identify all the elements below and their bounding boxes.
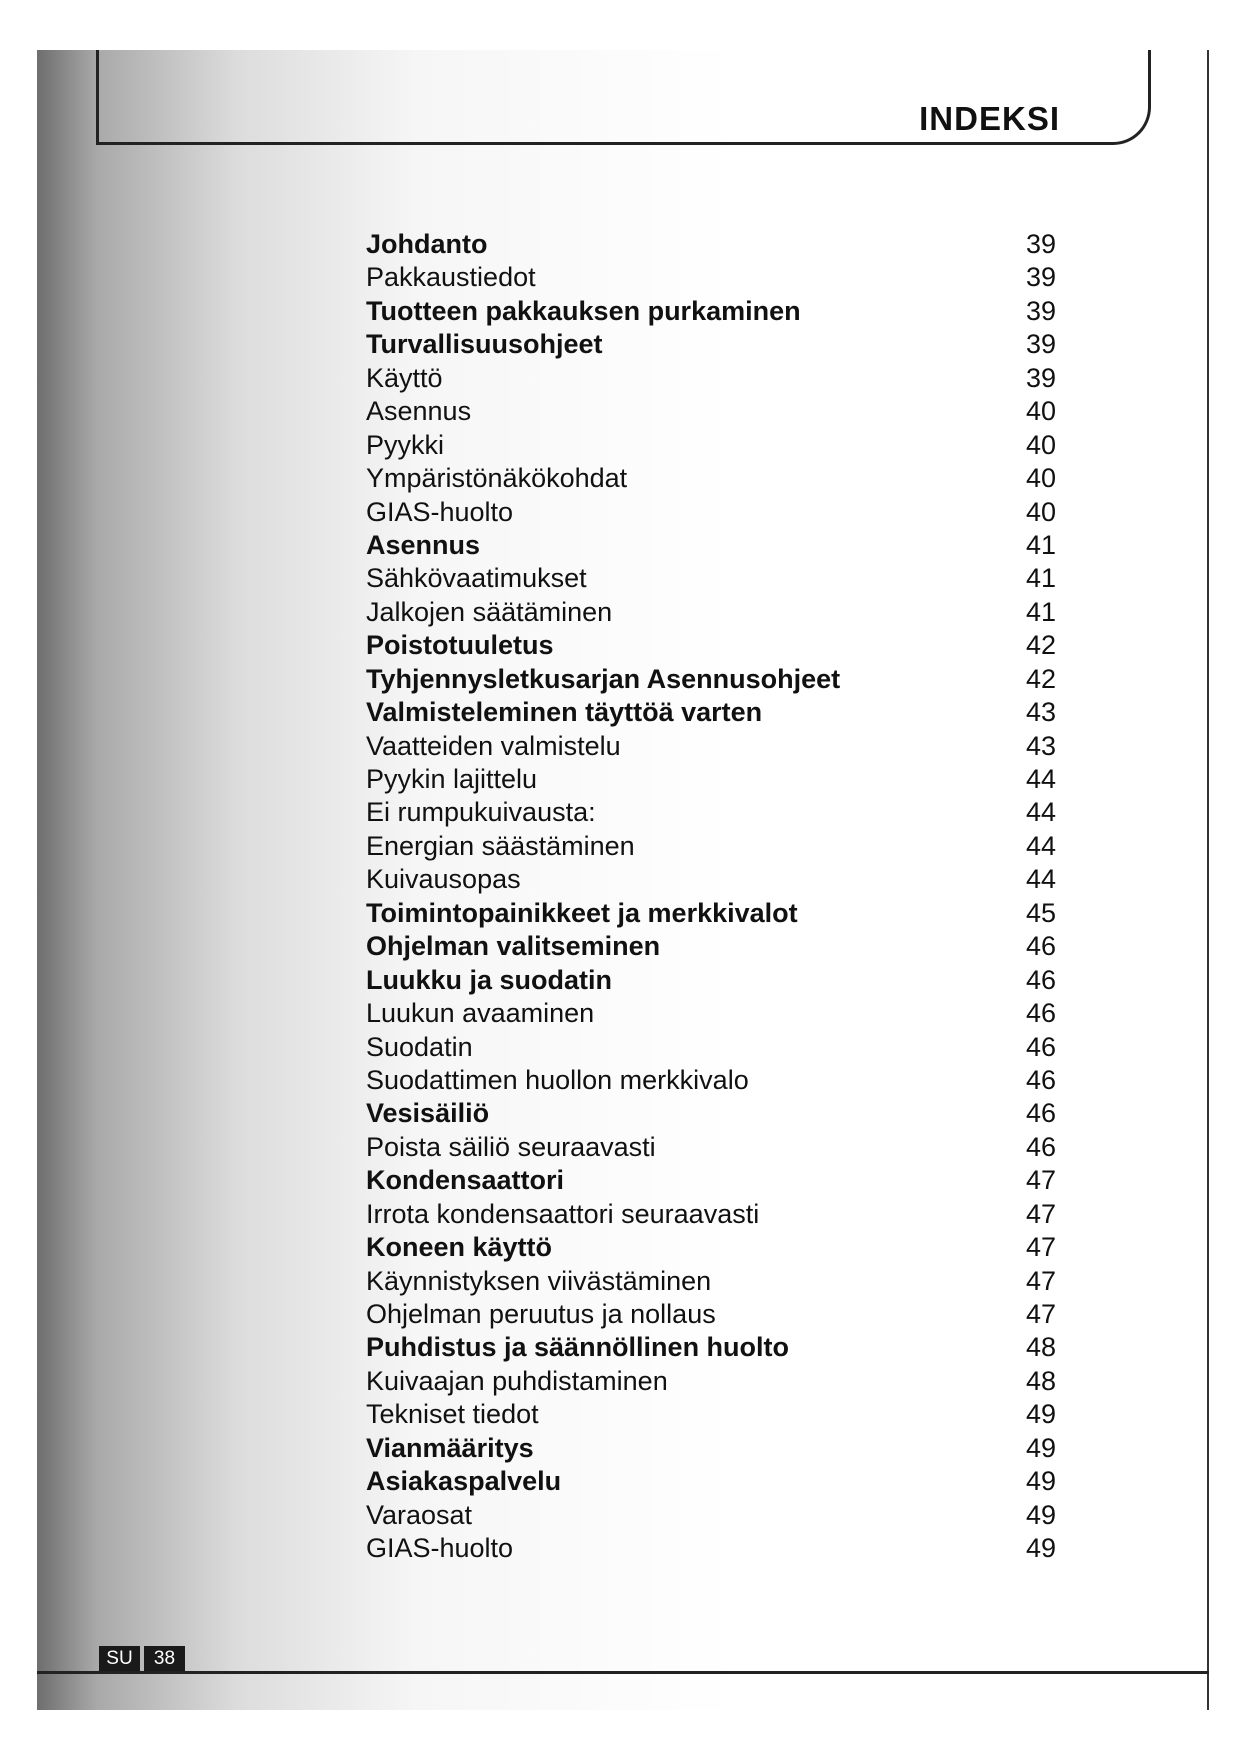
- toc-entry-page: 40: [1025, 396, 1056, 427]
- toc-entry-page: 47: [1025, 1165, 1056, 1196]
- toc-entry-label: Turvallisuusohjeet: [366, 329, 603, 360]
- toc-entry-label: Irrota kondensaattori seuraavasti: [366, 1198, 760, 1229]
- toc-entry-label: Käyttö: [366, 362, 443, 393]
- toc-entry[interactable]: [366, 1131, 1056, 1164]
- toc-entry-page: 44: [1025, 764, 1056, 794]
- toc-entry[interactable]: [366, 763, 1056, 796]
- toc-entry[interactable]: [366, 796, 1056, 829]
- toc-entry-page: 39: [1025, 295, 1056, 326]
- toc-entry[interactable]: [366, 1198, 1056, 1231]
- toc-entry[interactable]: [366, 1331, 1056, 1364]
- toc-entry-page: 40: [1025, 463, 1056, 494]
- toc-entry-label: Tuotteen pakkauksen purkaminen: [366, 295, 801, 326]
- toc-entry[interactable]: [366, 429, 1056, 462]
- toc-entry-label: Energian säästäminen: [366, 830, 635, 861]
- toc-entry[interactable]: [366, 696, 1056, 729]
- toc-entry-label: Vianmääritys: [366, 1432, 534, 1463]
- toc-entry-page: 40: [1025, 496, 1056, 527]
- toc-entry[interactable]: [366, 228, 1056, 261]
- toc-entry[interactable]: [366, 930, 1056, 963]
- toc-entry-page: 44: [1025, 864, 1056, 895]
- toc-entry-label: Asennus: [366, 396, 472, 427]
- right-margin-rule: [1207, 50, 1209, 1710]
- toc-entry-page: 44: [1025, 797, 1056, 828]
- toc-entry[interactable]: [366, 1231, 1056, 1264]
- toc-entry-page: 46: [1025, 1131, 1056, 1162]
- page-number-badge: 38: [144, 1646, 185, 1671]
- toc-entry-page: 40: [1025, 429, 1056, 460]
- toc-entry-label: Tekniset tiedot: [366, 1399, 539, 1430]
- toc-entry-label: Luukun avaaminen: [366, 998, 595, 1029]
- toc-entry-label: Kuivausopas: [366, 864, 521, 895]
- toc-entry-label: Puhdistus ja säännöllinen huolto: [366, 1332, 790, 1363]
- toc-entry[interactable]: [366, 663, 1056, 696]
- toc-entry[interactable]: [366, 897, 1056, 930]
- language-badge: SU: [99, 1646, 140, 1671]
- footer-rule: [37, 1671, 1209, 1674]
- toc-entry[interactable]: [366, 1432, 1056, 1465]
- toc-entry[interactable]: [366, 863, 1056, 896]
- toc-entry-label: Ohjelman valitseminen: [366, 931, 661, 962]
- toc-entry-label: Suodattimen huollon merkkivalo: [366, 1064, 749, 1095]
- toc-entry[interactable]: [366, 1465, 1056, 1498]
- toc-entry-page: 47: [1025, 1198, 1056, 1229]
- toc-entry-page: 47: [1025, 1265, 1056, 1296]
- toc-entry[interactable]: [366, 529, 1056, 562]
- toc-entry-page: 47: [1025, 1299, 1056, 1329]
- toc-entry[interactable]: [366, 496, 1056, 529]
- toc-entry-label: Kuivaajan puhdistaminen: [366, 1365, 668, 1396]
- toc-entry-page: 42: [1025, 630, 1056, 661]
- toc-entry[interactable]: [366, 462, 1056, 495]
- toc-entry-page: 48: [1025, 1332, 1056, 1363]
- toc-entry[interactable]: [366, 1097, 1056, 1130]
- toc-entry-label: Luukku ja suodatin: [366, 964, 613, 995]
- toc-entry-page: 41: [1025, 563, 1056, 594]
- toc-entry[interactable]: [366, 1265, 1056, 1298]
- toc-entry-page: 49: [1025, 1399, 1056, 1430]
- toc-entry-label: Asennus: [366, 529, 481, 560]
- toc-entry[interactable]: [366, 730, 1056, 763]
- toc-entry[interactable]: [366, 261, 1056, 294]
- toc-entry-label: Poista säiliö seuraavasti: [366, 1131, 656, 1162]
- toc-entry-label: Poistotuuletus: [366, 630, 554, 661]
- toc-entry-page: 41: [1025, 596, 1056, 627]
- toc-entry-label: Valmisteleminen täyttöä varten: [366, 697, 763, 728]
- toc-entry-label: Ympäristönäkökohdat: [366, 463, 628, 494]
- toc-entry-label: Asiakaspalvelu: [366, 1466, 562, 1497]
- toc-entry-page: 46: [1025, 1031, 1056, 1062]
- toc-entry[interactable]: [366, 1298, 1056, 1331]
- toc-entry-page: 44: [1025, 830, 1056, 861]
- toc-entry-label: Pakkaustiedot: [366, 262, 536, 293]
- toc-entry-label: Jalkojen säätäminen: [366, 596, 613, 627]
- toc-entry-label: Ei rumpukuivausta:: [366, 797, 596, 828]
- toc-entry-page: 47: [1025, 1232, 1056, 1263]
- toc-entry-label: GIAS-huolto: [366, 1533, 514, 1564]
- toc-entry-label: Sähkövaatimukset: [366, 563, 587, 594]
- toc-entry-page: 49: [1025, 1533, 1056, 1564]
- toc-entry-page: 48: [1025, 1365, 1056, 1396]
- toc-entry-page: 39: [1025, 262, 1056, 293]
- toc-entry-page: 46: [1025, 1064, 1056, 1095]
- toc-entry[interactable]: [366, 1031, 1056, 1064]
- toc-entry-label: Kondensaattori: [366, 1165, 565, 1196]
- toc-entry-page: 49: [1025, 1466, 1056, 1497]
- toc-entry-label: Ohjelman peruutus ja nollaus: [366, 1299, 716, 1329]
- toc-entry-label: Vesisäiliö: [366, 1098, 490, 1129]
- toc-entry-page: 43: [1025, 730, 1056, 761]
- toc-entry[interactable]: [366, 964, 1056, 997]
- toc-entry-label: Käynnistyksen viivästäminen: [366, 1265, 712, 1296]
- toc-entry-page: 46: [1025, 964, 1056, 995]
- toc-entry[interactable]: [366, 596, 1056, 629]
- table-of-contents: [366, 228, 1056, 1566]
- toc-entry[interactable]: [366, 1499, 1056, 1532]
- toc-entry-label: Suodatin: [366, 1031, 473, 1062]
- toc-entry[interactable]: [366, 395, 1056, 428]
- toc-entry[interactable]: [366, 629, 1056, 662]
- toc-entry-label: Vaatteiden valmistelu: [366, 730, 621, 761]
- toc-entry-page: 39: [1025, 229, 1056, 259]
- page-title: INDEKSI: [919, 100, 1060, 137]
- toc-entry-page: 46: [1025, 1098, 1056, 1129]
- toc-entry-label: GIAS-huolto: [366, 496, 514, 527]
- toc-entry-label: Pyykki: [366, 429, 445, 460]
- toc-entry[interactable]: [366, 562, 1056, 595]
- toc-entry-page: 42: [1025, 663, 1056, 694]
- toc-entry[interactable]: [366, 830, 1056, 863]
- toc-entry-label: Varaosat: [366, 1499, 473, 1530]
- toc-entry[interactable]: [366, 1164, 1056, 1197]
- toc-entry[interactable]: [366, 1064, 1056, 1097]
- toc-entry-page: 39: [1025, 329, 1056, 360]
- toc-entry[interactable]: [366, 328, 1056, 361]
- toc-entry[interactable]: [366, 1398, 1056, 1431]
- toc-entry-page: 46: [1025, 931, 1056, 962]
- toc-entry-label: Johdanto: [366, 229, 488, 259]
- toc-entry-page: 41: [1025, 529, 1056, 560]
- toc-entry-label: Tyhjennysletkusarjan Asennusohjeet: [366, 663, 841, 694]
- toc-entry-page: 39: [1025, 362, 1056, 393]
- toc-entry-label: Koneen käyttö: [366, 1232, 553, 1263]
- toc-entry[interactable]: [366, 997, 1056, 1030]
- toc-entry-page: 45: [1025, 897, 1056, 928]
- toc-entry[interactable]: [366, 1532, 1056, 1565]
- toc-entry-page: 43: [1025, 697, 1056, 728]
- toc-entry-label: Pyykin lajittelu: [366, 764, 538, 794]
- toc-entry-page: 46: [1025, 998, 1056, 1029]
- toc-entry[interactable]: [366, 295, 1056, 328]
- toc-entry-label: Toimintopainikkeet ja merkkivalot: [366, 897, 798, 928]
- toc-entry-page: 49: [1025, 1499, 1056, 1530]
- toc-entry[interactable]: [366, 1365, 1056, 1398]
- toc-entry[interactable]: [366, 362, 1056, 395]
- toc-entry-page: 49: [1025, 1432, 1056, 1463]
